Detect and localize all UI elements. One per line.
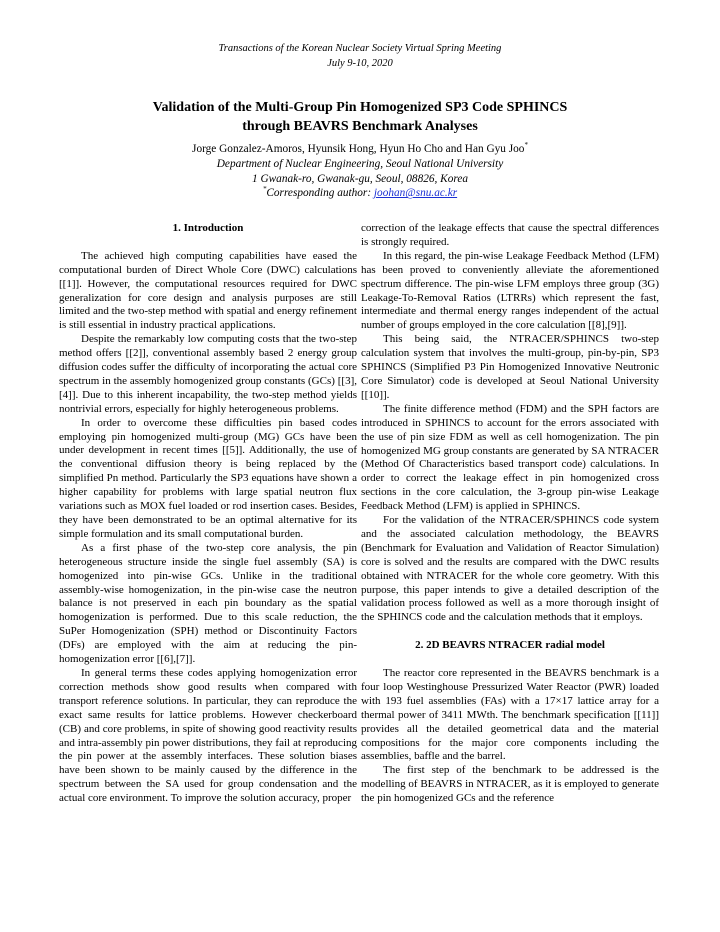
- corresponding-label: Corresponding author:: [266, 187, 374, 200]
- section-heading-beavrs-model: 2. 2D BEAVRS NTRACER radial model: [415, 639, 605, 652]
- author-names-line: [60, 142, 660, 157]
- corresponding-author-line: [60, 186, 660, 201]
- paragraph: In general terms these codes applying homogenization error correction methods show good results when compared with transport reference solutions. In particular, they can reproduce the exact same results for lattice problems. However checkerboard (CB) and core problems, in spite of showing good reactivity results and intra-assembly pin power distributions, they fail at reproducing the pin power at the assembly interfaces. These solution biases have been shown to be mainly caused by the difference in the spectrum between the SA used for group condensation and the actual core environment. To improve the solution accuracy, proper: [59, 666, 357, 805]
- section-heading-introduction: 1. Introduction: [172, 222, 244, 234]
- paragraph: The achieved high computing capabilities have eased the computational burden of Direct Whole Core (DWC) calculations [[1]]. However, the computational resources required for DWC generalization for core design and analysis purposes are still limited and the two-step method with spatial and energy refinement is still essential in industry practical applications.: [59, 249, 357, 332]
- paragraph: In this regard, the pin-wise Leakage Feedback Method (LFM) has been proved to conveniently alleviate the aforementioned spectrum difference. The pin-wise LFM employs three group (3G) Leakage-To-Removal Ratios (LTRRs) which represent the fast, intermediate and thermal energy ranges independent of the actual number of groups employed in the core calculation [[8],[9]].: [361, 249, 659, 332]
- paragraph: The finite difference method (FDM) and the SPH factors are introduced in SPHINCS to account for the errors associated with the use of pin size FDM as well as cell homogenization. The pin homogenized MG group constants are generated by SA NTRACER (Method Of Characteristics based transport code) calculations. In order to correct the leakage effect in pin homogenized cross sections in the core calculation, the 3-group pin-wise Leakage Feedback Method (LFM) is applied in SPHINCS.: [361, 402, 659, 513]
- paragraph: For the validation of the NTRACER/SPHINCS code system and the associated calculation methodology, the BEAVRS (Benchmark for Evaluation and Validation of Reactor Simulation) core is solved and the results are compared with the DWC results obtained with NTRACER for the whole core geometry. With this purpose, this paper intends to give a detailed description of the validation process followed as well as a more thorough insight of the SPHINCS code and the calculation methods that it employs.: [361, 514, 659, 624]
- paragraph: As a first phase of the two-step core analysis, the pin heterogeneous structure inside the single fuel assembly (SA) is homogenized into pin-wise GCs. Unlike in the traditional assembly-wise homogenization, in the pin-wise case the neutron balance is not preserved in each pin boundary as the spatial homogenization is performed. Due to this scale reduction, the SuPer Homogenization (SPH) method or Discontinuity Factors (DFs) are employed with the aim at reducing the pin-homogenization error [[6],[7]].: [59, 541, 357, 666]
- author-names: Jorge Gonzalez-Amoros, Hyunsik Hong, Hyun Ho Cho and Han Gyu Joo: [192, 143, 525, 155]
- conference-date: July 9-10, 2020: [327, 58, 393, 69]
- author-block: [60, 142, 660, 201]
- paragraph: Despite the remarkably low computing costs that the two-step method offers [[2]], conventional assembly based 2 energy group diffusion codes suffer the difficulty of incorporating the actual core spectrum in the assembly homogenized group constants (GCs) [[3],[4]]. Due to this inherent incapability, the two-step method yields nontrivial errors, especially for highly heterogeneous problems.: [59, 333, 357, 415]
- left-column: [59, 222, 357, 806]
- paragraph: This being said, the NTRACER/SPHINCS two-step calculation system that involves the multi-group, pin-by-pin, SP3 SPHINCS (Simplified P3 Pin Homogenized Innovative Neutronic Core Simulator) code is developed at Seoul National University [[10]].: [361, 333, 659, 401]
- affiliation-address: 1 Gwanak-ro, Gwanak-gu, Seoul, 08826, Korea: [252, 172, 468, 185]
- paragraph: correction of the leakage effects that cause the spectral differences is strongly required.: [361, 222, 659, 248]
- title-line-2: through BEAVRS Benchmark Analyses: [242, 118, 478, 134]
- paragraph: In order to overcome these difficulties pin based codes employing pin homogenized multi-group (MG) GCs have been under development in recent times [[5]]. Additionally, the use of the conventional diffusion theory is being replaced by the simplified Pn method. Particularly the SP3 equations have shown a higher capability for problems with large spatial neutron flux variations such as MOX fuel loaded or rod insertion cases. Besides, they have been demonstrated to be an optimal alternative for its simple formulation and its small computational burden.: [59, 416, 357, 540]
- corresponding-mark: *: [524, 141, 528, 150]
- paper-title: [60, 99, 660, 136]
- paragraph: The first step of the benchmark to be addressed is the modelling of BEAVRS in NTRACER, as it is employed to generate the pin homogenized GCs and the reference: [361, 764, 659, 805]
- conference-header: Transactions of the Korean Nuclear Society Virtual Spring Meeting: [218, 43, 502, 54]
- corresponding-mark-2: *: [262, 185, 267, 194]
- author-email-link[interactable]: joohan@snu.ac.kr: [373, 187, 458, 200]
- right-column: [361, 222, 659, 806]
- affiliation-department: Department of Nuclear Engineering, Seoul National University: [216, 157, 504, 170]
- title-line-1: Validation of the Multi-Group Pin Homogenized SP3 Code SPHINCS: [152, 100, 568, 115]
- paragraph: The reactor core represented in the BEAVRS benchmark is a four loop Westinghouse Pressurized Water Reactor (PWR) loaded with 193 fuel assemblies (FAs) with a 17×17 lattice array for a thermal power of 3411 MWth. The benchmark specification [[11]] provides all the detailed geometrical data and the material compositions for the major core components including the assemblies, baffle and the barrel.: [361, 666, 659, 763]
